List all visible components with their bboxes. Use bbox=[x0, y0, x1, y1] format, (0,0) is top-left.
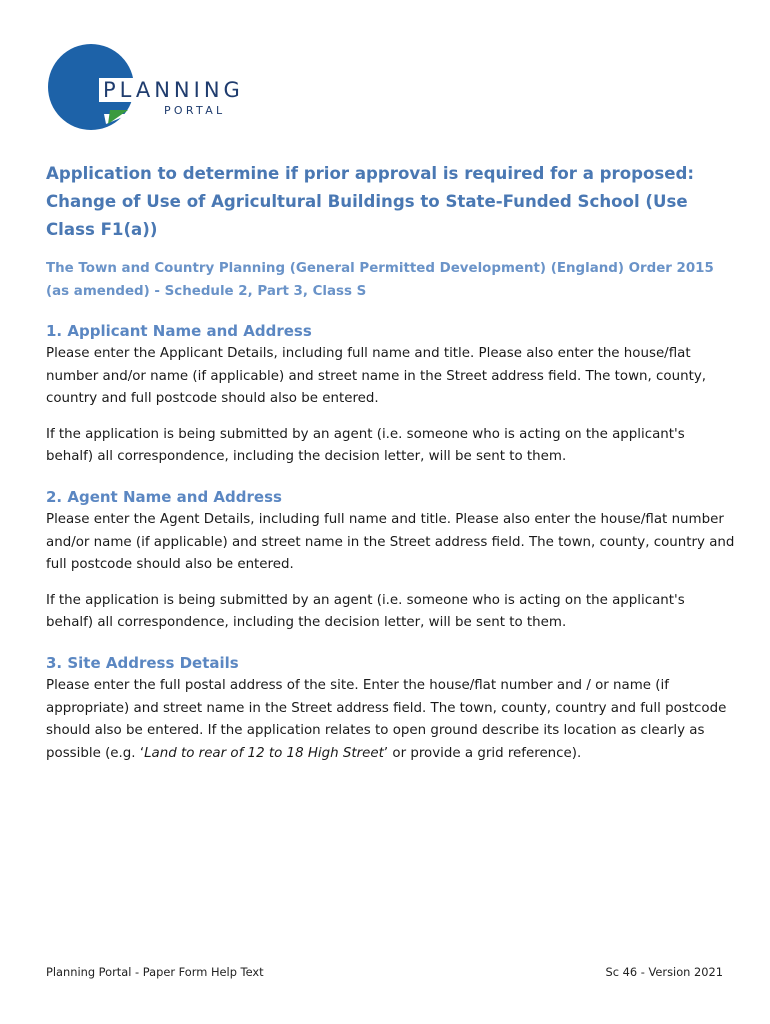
section-heading-agent: 2. Agent Name and Address bbox=[46, 487, 282, 506]
footer-version-text: Sc 46 - Version 2021 bbox=[605, 965, 723, 979]
section-heading-applicant: 1. Applicant Name and Address bbox=[46, 322, 312, 340]
section-agent-para-1: Please enter the Agent Details, including full name and title. Please also enter the house/flat number and/or name (if applicable) and street name in the Street address field. The town, county, country and full postcode should also be entered. bbox=[46, 511, 735, 573]
footer-left-text: Planning Portal - Paper Form Help Text bbox=[46, 965, 264, 979]
section-applicant-para-1: Please enter the Applicant Details, including full name and title. Please also enter the house/flat number and/or name (if applicable) and street name in the Street address field. The town, county, country and full postcode should also be entered. bbox=[46, 346, 707, 407]
section-applicant-para-2: If the application is being submitted by an agent (i.e. someone who is acting on the applicant's behalf) all correspondence, including the decision letter, will be sent to them. bbox=[46, 426, 685, 465]
site-address-text-start: Please enter the full postal address of the site. Enter the house/flat number and / or name (if appropriate) and street name in the Street address field. The town, county, country and full postcode should also be entered. If the application relates to open ground describe its location as clearly as possible (e.g. ‘ bbox=[46, 677, 727, 761]
site-address-text-end: ’ or provide a grid reference). bbox=[383, 745, 582, 761]
section-heading-site-address: 3. Site Address Details bbox=[46, 653, 239, 672]
section-agent-para-2: If the application is being submitted by an agent (i.e. someone who is acting on the applicant's behalf) all correspondence, including the decision letter, will be sent to them. bbox=[46, 592, 685, 631]
document-title: Application to determine if prior approval is required for a proposed: Change of Use of Agricultural Buildings to State-Funded School (Use Class F1(a)) bbox=[46, 164, 695, 239]
logo-wordmark-planning: PLANNING bbox=[99, 78, 246, 102]
site-address-example: Land to rear of 12 to 18 High Street bbox=[144, 745, 384, 761]
document-body bbox=[46, 160, 736, 765]
document-subtitle: The Town and Country Planning (General Permitted Development) (England) Order 2015 (as amended) - Schedule 2, Part 3, Class S bbox=[46, 261, 714, 299]
section-site-address-para-1 bbox=[46, 675, 736, 765]
logo-wordmark-portal: PORTAL bbox=[164, 104, 226, 117]
